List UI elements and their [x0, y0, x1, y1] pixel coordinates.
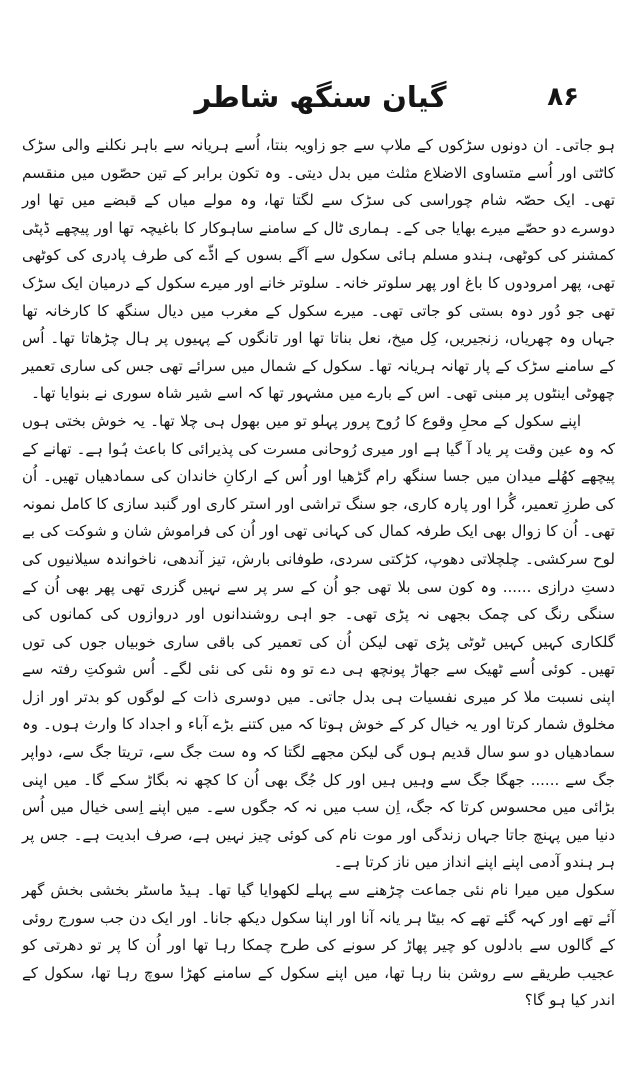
page-body — [22, 132, 615, 1015]
paragraph-2: اپنے سکول کے محلِ وقوع کا رُوح پرور پہلو تو میں بھول ہی چلا تھا۔ یہ خوش بختی ہوں کہ وہ عین وقت پر یاد آ گیا ہے اور میری رُوحانی مسرت کی پذیرائی کا باعث ہُوا ہے۔ تھانے کے پیچھے کھُلے میدان میں جسا سنگھ رام گڑھیا اور اُس کے ارکانِ خاندان کی سمادھیاں تھیں۔ اُن کی طرزِ تعمیر، گُرا اور پارہ کاری، جو سنگ تراشی اور استر کاری اور گنبد سازی کا کامل نمونہ تھی۔ اُن کا زوال بھی ایک طرفہ کمال کی کہانی تھی اور اُن کی فراموش شان و شوکت کی بے لوح سرکشی۔ چلچلاتی دھوپ، کڑکتی سردی، طوفانی بارش، تیز آندھی، ناخواندہ سیلانیوں کی دستِ درازی ...... وہ کون سی بلا تھی جو اُن کے سر پر سے نہیں گزری تھی پھر بھی اُن کے سنگی رنگ کی چمک بجھی نہ پڑی تھی۔ جو اہی روشندانوں اور دروازوں کی کمانوں کی گلکاری کہیں کہیں ٹوٹی پڑی تھی لیکن اُن کی تعمیر کی باقی ساری خوبیاں جوں کی توں تھیں۔ کوئی اُسے ٹھیک سے جھاڑ پونچھ ہی دے تو وہ نئی کی نئی لگے۔ اُس شوکتِ رفتہ سے اپنی نسبت ملا کر میری نفسیات ہی بدل جاتی۔ میں دوسری ذات کے لوگوں کو بدتر اور ازل مخلوق شمار کرتا اور یہ خیال کر کے خوش ہوتا کہ میں کتنے بڑے آباء و اجداد کا وارث ہوں۔ وہ سمادھیاں دو سو سال قدیم ہوں گی لیکن مجھے لگتا کہ وہ ست جگ سے، تریتا جگ سے، دواپر جگ سے ...... جھگا جگ سے وہیں ہیں اور کل جُگ بھی اُن کا کچھ نہ بگاڑ سکے گا۔ میں اپنی بڑائی میں محسوس کرتا کہ جگ، اِن سب میں نہ کہ جگوں سے۔ میں اپنے اِسی خیال میں اُس دنیا میں پہنچ جاتا جہاں زندگی اور موت نام کی کوئی چیز نہیں ہے، صرف ابدیت ہے۔ جس پر ہر ہندو آدمی اپنے اپنے انداز میں ناز کرتا ہے۔ — [22, 411, 615, 872]
page-number: ۸۶ — [547, 82, 579, 112]
page-header — [26, 78, 615, 118]
page-title: گیان سنگھ شاطر — [194, 80, 447, 114]
paragraph-1: ہو جاتی۔ ان دونوں سڑکوں کے ملاپ سے جو زاویہ بنتا، اُسے ہریانہ سے باہر نکلنے والی سڑک کاٹتی اور اُسے متساوی الاضلاع مثلث میں بدل دیتی۔ وہ تکون برابر کے تین حصّوں میں منقسم تھی۔ ایک حصّہ شام چوراسی کی سڑک سے لگتا تھا، وہ مولے میاں کے قبضے میں تھا اور دوسرے دو حصّے میرے بھایا جی کے۔ ہماری ٹال کے سامنے ساہوکار کا باغیچہ تھا اور پیچھے ڈپٹی کمشنر کی کوٹھی، ہندو مسلم ہائی سکول سے آگے بسوں کے اڈّے کی طرف پادری کی کوٹھی تھی، پھر امرودوں کا باغ اور پھر سلوتر خانہ۔ سلوتر خانے اور میرے سکول کے درمیان ایک سڑک تھی جو دُور دوہ بستی کو جاتی تھی۔ میرے سکول کے مغرب میں دیال سنگھ کا کارخانہ تھا جہاں وہ چھریاں، زنجیریں، کِل میخ، نعل بناتا تھا اور تانگوں کے پہیوں پر ہال چڑھاتا تھا۔ اُس کے سامنے سڑک کے پار تھانہ ہریانہ تھا۔ سکول کے شمال میں سرائے تھی جس کی ساری تعمیر چھوٹی اینٹوں پر مبنی تھی۔ اس کے بارے میں مشہور تھا کہ اسے شیر شاہ سوری نے بنوایا تھا۔ — [22, 136, 615, 403]
paragraph-3: سکول میں میرا نام نئی جماعت چڑھنے سے پہلے لکھوایا گیا تھا۔ ہیڈ ماسٹر بخشی بخش گھر آئے تھے اور کہہ گئے تھے کہ بیٹا ہر یانہ آنا اور اپنا سکول دیکھ جانا۔ اور ایک دن جب سورج روئی کے گالوں سے بادلوں کو چیر پھاڑ کر سونے کی طرح چمکا رہا تھا اور اُن کا پر تو دھرتی کو عجیب طریقے سے روشن بنا رہا تھا، میں اپنے سکول کے سامنے کھڑا سوچ رہا تھا، سکول کے اندر کیا ہو گا؟ — [22, 881, 615, 1010]
